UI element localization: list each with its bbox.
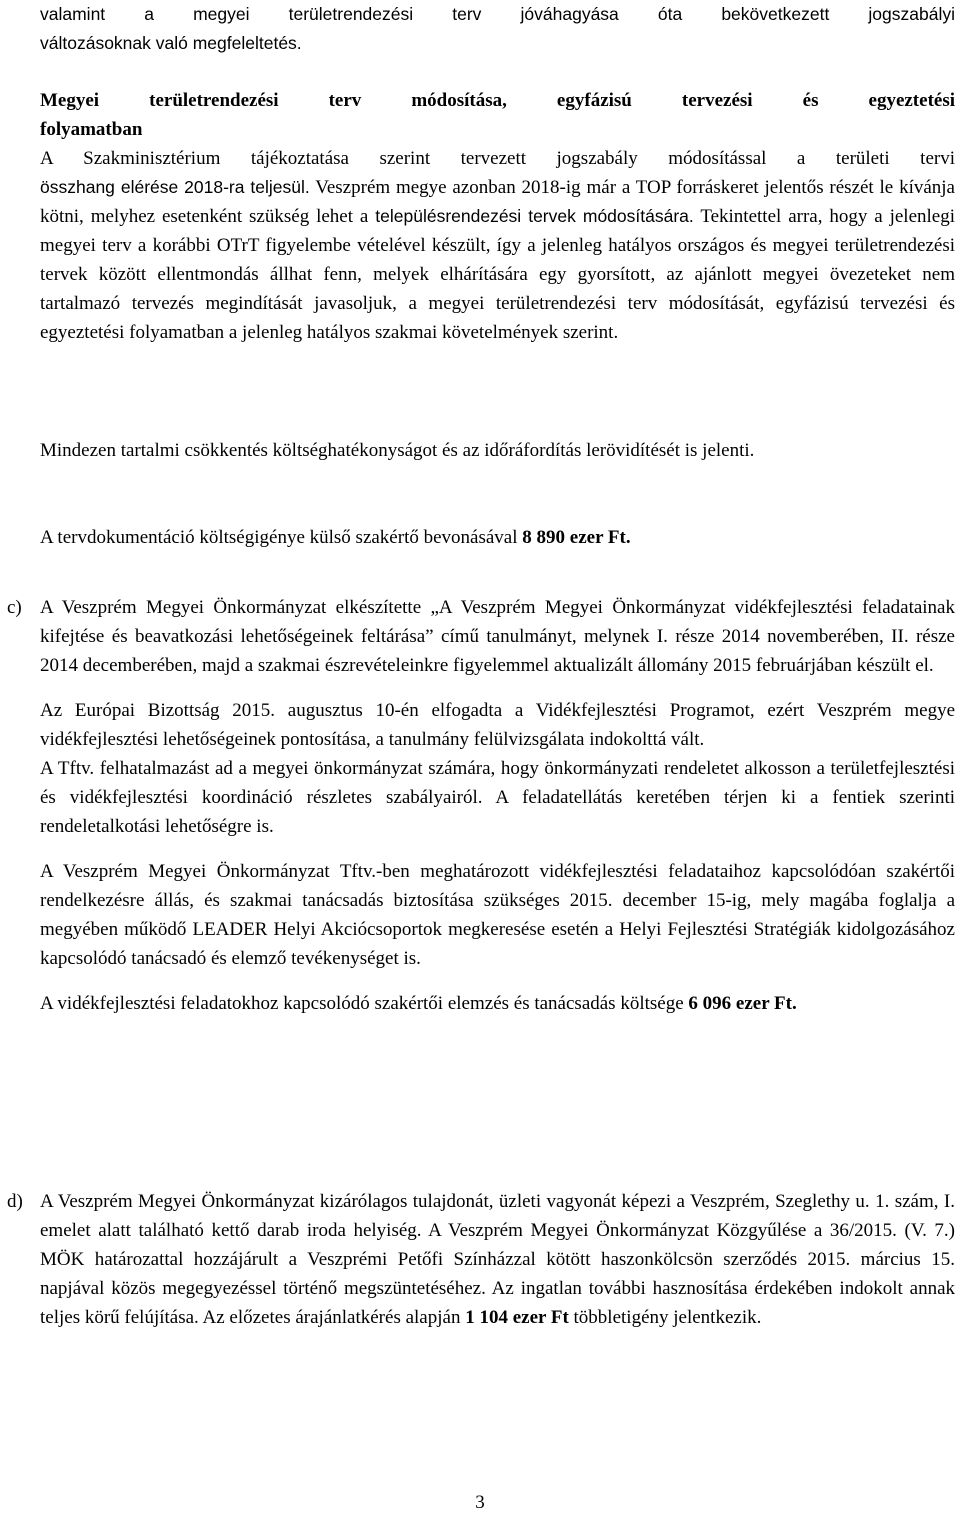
section-heading-line-1: Megyei területrendezési terv módosítása, egyfázisú tervezési és egyeztetési <box>40 90 955 111</box>
serif-run-2: Veszprém megye azonban 2018-ig már a TOP forráskeret jelentős részét le kívánja kötni, melyhez esetenként szükség lehet a <box>40 177 955 227</box>
serif-run-3: Tekintettel arra, hogy a jelenlegi megyei terv a korábbi OTrT figyelembe vételével készült, így a jelenleg hatályos országos és megyei területrendezési tervek között ellentmondás állhat fenn, melyek elhárítására egy gyorsított, az ajánlott megyei övezeteket nem tartalmazó tervezés megindítását javasoljuk, a megyei területrendezési terv módosítását, egyfázisú tervezési és egyeztetési folyamatban a jelenleg hatályos szakmai követelmények szerint. <box>40 206 956 343</box>
item-d-paragraph <box>40 1187 955 1332</box>
rural-cost-amount: 6 096 ezer Ft. <box>688 993 797 1014</box>
intro-line-1: valamint a megyei területrendezési terv jóváhagyása óta bekövetkezett jogszabályi <box>40 4 955 24</box>
intro-line-2: változásoknak való megfeleltetés. <box>40 33 302 53</box>
item-d-text-end: többletigény jelentkezik. <box>568 1307 762 1328</box>
item-c-label: c) <box>7 597 22 618</box>
plan-cost-paragraph <box>40 523 955 552</box>
plan-cost-text <box>40 523 955 552</box>
section-paragraph-line-1: A Szakminisztérium tájékoztatása szerint tervezett jogszabály módosítással a területi tervi <box>40 148 955 169</box>
sans-run-2: településrendezési tervek módosítására. <box>375 206 694 226</box>
sans-run-1: összhang elérése 2018-ra teljesül. <box>40 177 310 197</box>
section-plan-modification <box>40 86 955 347</box>
item-c-body <box>40 593 955 1018</box>
section-heading-line-2: folyamatban <box>40 119 143 140</box>
item-d-body <box>40 1187 955 1332</box>
intro-paragraph <box>40 0 955 58</box>
item-d-label: d) <box>7 1191 23 1212</box>
page-number: 3 <box>475 1492 485 1513</box>
item-d-text: A Veszprém Megyei Önkormányzat kizárólagos tulajdonát, üzleti vagyonát képezi a Veszprém, Szeglethy u. 1. szám, I. emelet alatt található kettő darab iroda helyiség. A Veszprém Megyei Önkormányzat Közgyűlése a 36/2015. (V. 7.) MÖK határozattal hozzájárult a Veszprémi Petőfi Színházzal kötött haszonkölcsön szerződés 2015. március 15. napjával közös megegyezéssel történő megszüntetéséhez. Az ingatlan további hasznosítása érdekében indokolt annak teljes körű felújítása. Az előzetes árajánlatkérés alapján <box>40 1191 955 1328</box>
renovation-cost-amount: 1 104 ezer Ft <box>465 1307 569 1328</box>
plan-cost-amount: 8 890 ezer Ft. <box>522 527 631 548</box>
item-c-paragraph-1: A Veszprém Megyei Önkormányzat elkészítette „A Veszprém Megyei Önkormányzat vidékfejlesztési feladatainak kifejtése és beavatkozási lehetőségeinek feltárása” című tanulmányt, melynek I. része 2014 novemberében, II. része 2014 decemberében, majd a szakmai észrevételeinkre figyelemmel aktualizált állomány 2015 februárjában készült el. <box>40 597 955 676</box>
item-c-paragraph-2: Az Európai Bizottság 2015. augusztus 10-én elfogadta a Vidékfejlesztési Programot, ezért Veszprém megye vidékfejlesztési lehetőségeinek pontosítása, a tanulmány felülvizsgálata indokolttá vált. <box>40 700 955 750</box>
section-paragraph-body <box>40 173 955 347</box>
item-c-paragraph-4: A Veszprém Megyei Önkormányzat Tftv.-ben meghatározott vidékfejlesztési feladataihoz kapcsolódóan szakértői rendelkezésre állás, és szakmai tanácsadás biztosítása szükséges 2015. december 15-ig, mely magába foglalja a megyében működő LEADER Helyi Akciócsoportok megkeresése esetén a Helyi Fejlesztési Stratégiák kidolgozásához kapcsolódó tanácsadó és elemző tevékenységet is. <box>40 861 955 969</box>
cost-reduction-paragraph <box>40 436 955 465</box>
cost-reduction-text: Mindezen tartalmi csökkentés költséghatékonyságot és az időráfordítás lerövidítését is jelenti. <box>40 440 755 461</box>
plan-cost-label: A tervdokumentáció költségigénye külső szakértő bevonásával <box>40 527 523 548</box>
item-c-paragraph-5 <box>40 989 955 1018</box>
item-c-paragraph-3: A Tftv. felhatalmazást ad a megyei önkormányzat számára, hogy önkormányzati rendeletet alkosson a területfejlesztési és vidékfejlesztési koordináció részletes szabályairól. A feladatellátás keretében térjen ki a fentiek szerinti rendeletalkotási lehetőségre is. <box>40 758 955 837</box>
rural-cost-label: A vidékfejlesztési feladatokhoz kapcsolódó szakértői elemzés és tanácsadás költsége <box>40 993 689 1014</box>
